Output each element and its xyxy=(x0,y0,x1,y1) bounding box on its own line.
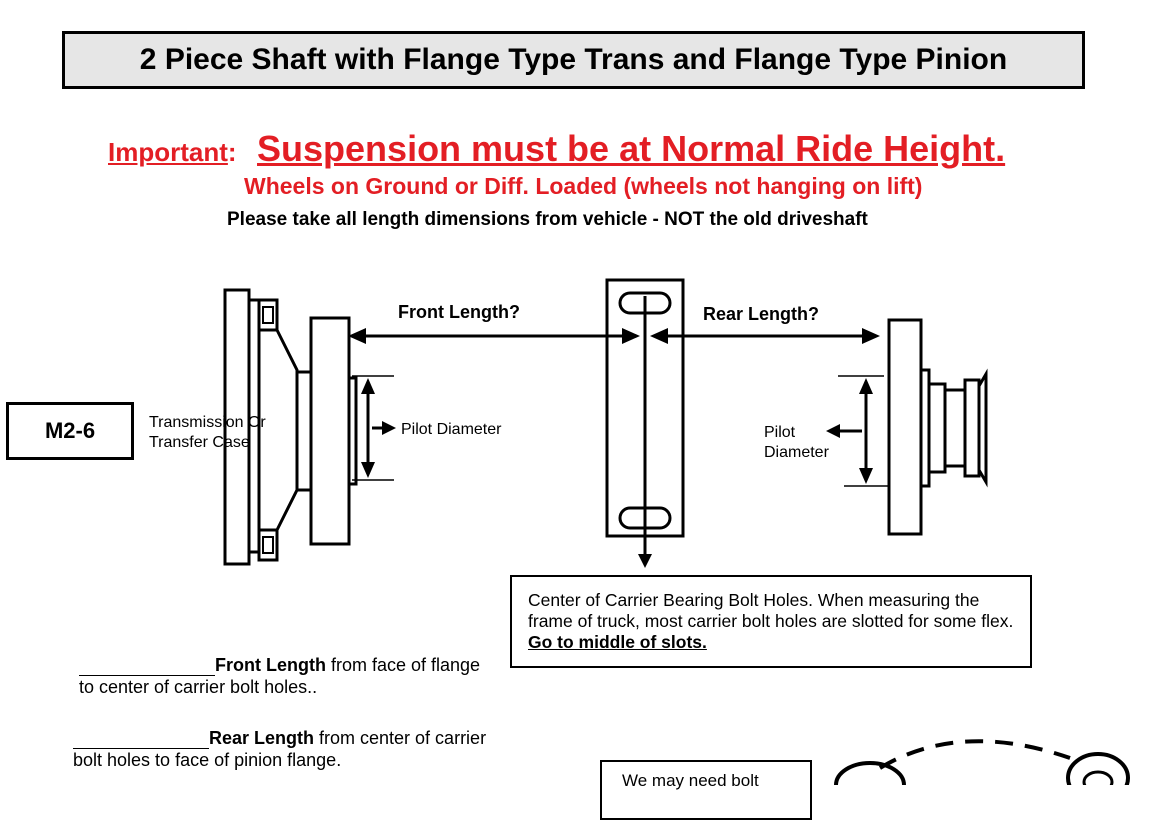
important-label: Important xyxy=(108,137,228,167)
carrier-note-box xyxy=(510,575,1032,668)
model-code-badge: M2-6 xyxy=(6,402,134,460)
ride-height-warning: Suspension must be at Normal Ride Height. xyxy=(257,128,1006,169)
pilot-diameter-label-right: Pilot Diameter xyxy=(764,424,829,461)
wheels-loaded-note: Wheels on Ground or Diff. Loaded (wheels not hanging on lift) xyxy=(244,173,923,199)
carrier-bearing-icon xyxy=(607,280,683,536)
pinion-flange-icon xyxy=(889,320,986,534)
bolt-note-text: We may need bolt xyxy=(622,771,759,790)
carrier-note-emphasis: Go to middle of slots. xyxy=(528,632,707,652)
carrier-center-arrow xyxy=(638,536,652,568)
rear-length-note-text: from center of carrier bolt holes to face of pinion flange. xyxy=(73,728,487,770)
front-length-note xyxy=(79,654,499,698)
front-length-note-bold: Front Length xyxy=(215,655,326,675)
front-length-label: Front Length? xyxy=(398,302,520,322)
bolt-note-box xyxy=(600,760,812,820)
carrier-note-text: Center of Carrier Bearing Bolt Holes. When measuring the frame of truck, most carrier bolt holes are slotted for some flex. xyxy=(528,590,1014,631)
important-colon: : xyxy=(227,137,237,167)
front-length-blank xyxy=(79,657,215,676)
rear-length-note-bold: Rear Length xyxy=(209,728,315,748)
transmission-label: Transmission Or Transfer Case xyxy=(149,414,266,451)
rear-length-label: Rear Length? xyxy=(703,304,820,324)
rear-length-note xyxy=(73,727,493,771)
page-title: 2 Piece Shaft with Flange Type Trans and Flange Type Pinion xyxy=(62,31,1085,89)
front-length-arrow xyxy=(348,328,640,344)
pilot-diameter-label-left: Pilot Diameter xyxy=(401,421,502,438)
bolt-pattern-icon xyxy=(836,741,1128,785)
measure-from-vehicle-note: Please take all length dimensions from vehicle - NOT the old driveshaft xyxy=(227,209,868,230)
rear-length-blank xyxy=(73,730,209,749)
pilot-dimension-left xyxy=(352,376,396,480)
front-length-note-text: from face of flange to center of carrier bolt holes.. xyxy=(79,655,481,697)
